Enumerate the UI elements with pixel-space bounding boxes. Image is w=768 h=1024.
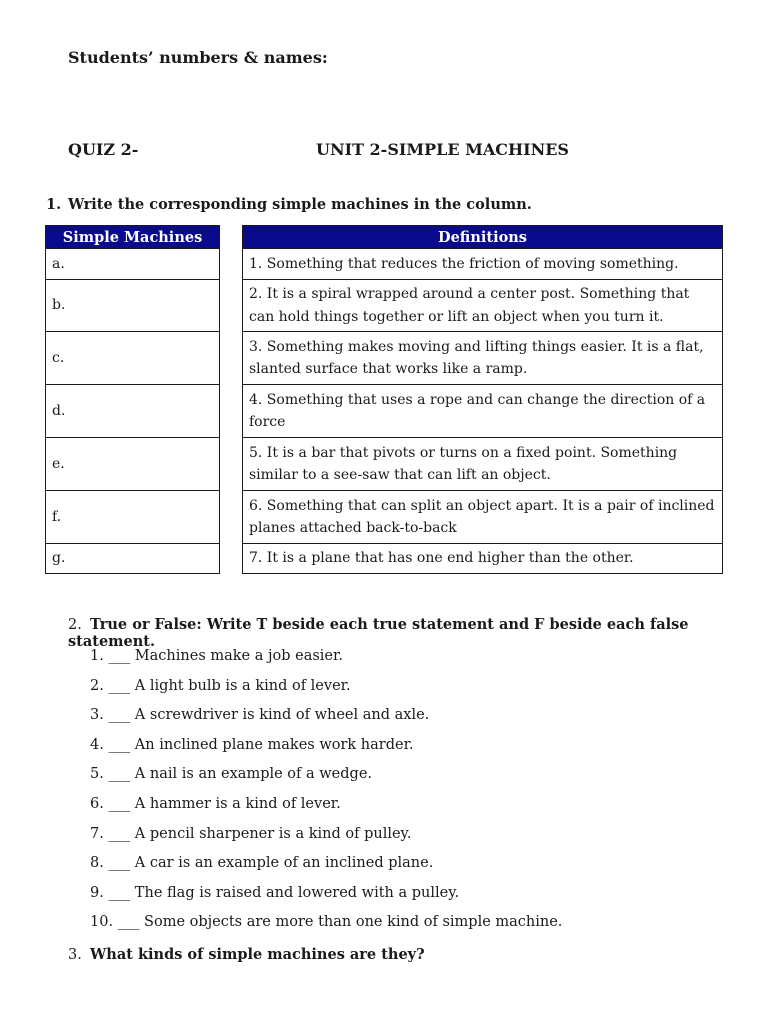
item-number: 1. [90,648,104,664]
definition-5: 5. It is a bar that pivots or turns on a fixed point. Something similar to a see-saw that can lift an object. [243,438,723,491]
item-number: 9. [90,884,104,901]
students-names-label: Students’ numbers & names: [68,48,328,67]
item-text: ___ An inclined plane makes work harder. [108,736,414,753]
item-number: 7. [90,825,104,842]
definitions-table [242,225,723,574]
question-2-number: 2. [68,617,82,633]
answer-cell-d[interactable]: d. [46,385,220,438]
unit-title: UNIT 2-SIMPLE MACHINES [316,140,569,159]
item-text: ___ Machines make a job easier. [108,648,343,664]
question-3-text: What kinds of simple machines are they? [90,946,425,963]
item-text: ___ A hammer is a kind of lever. [108,795,341,812]
definition-2: 2. It is a spiral wrapped around a center post. Something that can hold things together or lift an object when you turn it. [243,280,723,332]
quiz-title: QUIZ 2- [68,140,139,159]
definition-1: 1. Something that reduces the friction of moving something. [243,249,723,280]
definition-4: 4. Something that uses a rope and can change the direction of a force [243,385,723,438]
item-text: ___ Some objects are more than one kind of simple machine. [117,914,563,931]
item-text: ___ The flag is raised and lowered with a pulley. [108,884,460,901]
answer-cell-f[interactable]: f. [46,491,220,544]
definitions-header: Definitions [243,226,723,249]
definition-7: 7. It is a plane that has one end higher than the other. [243,544,723,574]
definition-3: 3. Something makes moving and lifting things easier. It is a flat, slanted surface that works like a ramp. [243,332,723,385]
answer-cell-g[interactable]: g. [46,544,220,574]
answer-cell-e[interactable]: e. [46,438,220,491]
list-item [90,705,562,735]
list-item [90,646,562,676]
item-number: 8. [90,855,104,872]
item-text: ___ A light bulb is a kind of lever. [108,677,351,694]
item-text: ___ A screwdriver is kind of wheel and axle. [108,707,430,724]
question-1-number: 1. [46,196,62,213]
item-text: ___ A pencil sharpener is a kind of pulley. [108,825,412,842]
list-item [90,883,562,913]
item-number: 2. [90,677,104,694]
question-3 [68,946,425,963]
item-number: 6. [90,795,104,812]
answer-cell-b[interactable]: b. [46,280,220,332]
answer-cell-a[interactable]: a. [46,249,220,280]
simple-machines-table [45,225,220,574]
simple-machines-header: Simple Machines [46,226,220,249]
true-false-list [90,646,562,942]
list-item [90,676,562,706]
question-3-number: 3. [68,947,82,963]
question-2 [68,616,768,650]
item-number: 3. [90,707,104,724]
item-number: 10. [90,914,114,931]
item-text: ___ A nail is an example of a wedge. [108,766,373,783]
item-number: 4. [90,736,104,753]
list-item [90,853,562,883]
list-item [90,735,562,765]
question-1 [46,196,532,213]
question-2-text: True or False: Write T beside each true statement and F beside each false statement. [68,616,689,650]
definition-6: 6. Something that can split an object apart. It is a pair of inclined planes attached back-to-back [243,491,723,544]
item-text: ___ A car is an example of an inclined plane. [108,855,434,872]
list-item [90,764,562,794]
list-item [90,824,562,854]
answer-cell-c[interactable]: c. [46,332,220,385]
question-1-text: Write the corresponding simple machines in the column. [68,196,532,213]
list-item [90,794,562,824]
item-number: 5. [90,766,104,783]
list-item [90,912,562,942]
